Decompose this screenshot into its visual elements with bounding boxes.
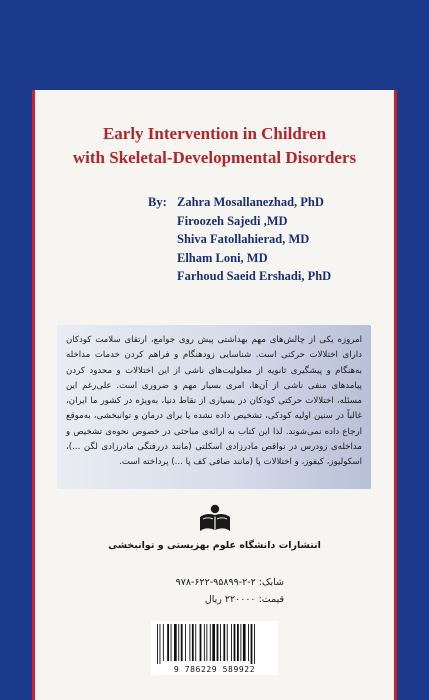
barcode-number: 9 786229 589922 [173, 665, 256, 674]
barcode-bar [160, 624, 161, 664]
isbn-text: شابک: ۲-۲-۹۵۸۹۹-۶۲۲-۹۷۸ [175, 577, 284, 588]
barcode-bar [181, 624, 183, 661]
barcode-bar [254, 624, 255, 664]
barcode-bar [178, 624, 179, 661]
barcode-bar [217, 624, 219, 661]
barcode-bar [234, 624, 236, 661]
barcode-bar [248, 624, 249, 661]
barcode-bar [174, 624, 177, 661]
barcode-bar [171, 624, 172, 661]
barcode-bar [210, 624, 211, 661]
barcode-bar [163, 624, 164, 661]
barcode-bar [240, 624, 241, 661]
top-color-band [0, 0, 429, 90]
barcode-bar [212, 624, 215, 661]
barcode-bar [195, 624, 196, 661]
barcode-bar [220, 624, 221, 661]
barcode-bar [157, 624, 158, 664]
barcode-bar [231, 624, 232, 661]
left-red-stripe [32, 90, 35, 700]
barcode-bar [223, 624, 225, 661]
book-title [35, 122, 394, 170]
open-book-figure-icon [198, 502, 232, 536]
author-name: Shiva Fatollahierad, MD [177, 232, 310, 246]
author-name: Elham Loni, MD [177, 250, 268, 265]
author-name: Firoozeh Sajedi ,MD [177, 213, 288, 228]
barcode-bar [204, 624, 205, 661]
right-red-stripe [394, 90, 397, 700]
title-line-2: with Skeletal-Developmental Disorders [72, 148, 357, 167]
by-label: By: [148, 195, 167, 209]
abstract-text: امروزه یکی از چالش‌های مهم بهداشتی پیش روی جوامع، ارتقای سلامت کودکان دارای اختلالات حرکتی است. شناسایی زودهنگام و فراهم کردن خدمات مداخله به‌هنگام و پیشگیری ثانویه از معلولیت‌های ناشی از این اختلالات و محدود کردن پیامدهای منفی ناشی از آن‌ها، امری بسیار مهم و ضروری است. علی‌رغم این مسئله، اختلالات حرکتی کودکان در بسیاری از نقاط دنیا، به‌ویژه در کشور ما ایران، غالباً در سنین اولیه کودکی، تشخیص داده نشده یا برای درمان و توانبخشی، به‌موقع ارجاع داده نمی‌شوند. لذا این کتاب به ارائه‌ی مباحثی در خصوص نحوه‌ی تشخیص و مداخله‌ی زودرس در نواقص مادرزادی اسکلتی (مانند دررفتگی مادرزادی لگن ...)، اسکولیوز، کیفوز، و اختلالات پا (مانند صافی کف پا ...) پرداخته است. [66, 335, 362, 468]
barcode-bar [206, 624, 207, 661]
barcode-bar [200, 624, 202, 661]
barcode-bar [227, 624, 228, 661]
barcode-bar [237, 624, 239, 661]
author-list [177, 193, 331, 286]
author-name: Farhoud Saeid Ershadi, PhD [177, 269, 332, 283]
barcode-bar [251, 624, 253, 664]
barcode-bar [167, 624, 169, 661]
barcode-bar [192, 624, 194, 661]
title-line-1: Early Intervention in Children [102, 124, 327, 143]
barcode-bar [185, 624, 186, 661]
right-color-band [397, 0, 429, 700]
author-name: Zahra Mosallanezhad, PhD [177, 195, 324, 209]
price-text: قیمت: ۲۲۰۰۰۰ ریال [204, 594, 284, 605]
barcode-bars [151, 621, 278, 665]
left-color-band [0, 0, 32, 700]
barcode-bar [243, 624, 246, 661]
publisher-name: انتشارات دانشگاه علوم بهزیستی و توانبخشی [108, 540, 321, 551]
barcode-bar [189, 624, 190, 661]
